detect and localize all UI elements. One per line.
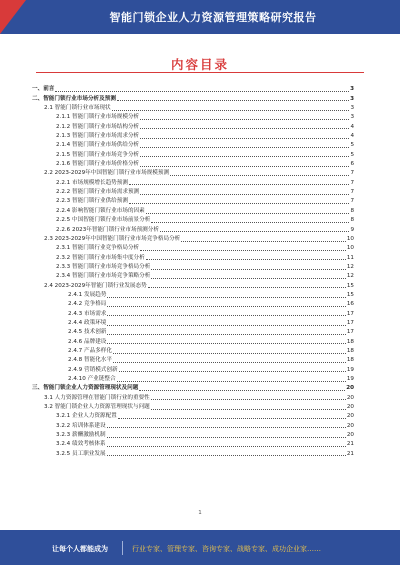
- toc-entry-label: 2.3.4 智能门锁行业市场竞争策略分析: [56, 273, 151, 280]
- toc-entry-page: 17: [346, 310, 354, 317]
- toc-entry[interactable]: [32, 168, 354, 177]
- toc-entry-page: 8: [350, 217, 354, 224]
- toc-leader-dots: [170, 174, 349, 176]
- toc-entry[interactable]: [32, 336, 354, 345]
- toc-entry-page: 10: [346, 235, 354, 242]
- toc-leader-dots: [151, 277, 346, 279]
- toc-leader-dots: [117, 380, 346, 382]
- toc-entry-label: 2.4.6 品牌建设: [68, 338, 107, 345]
- toc-leader-dots: [140, 118, 349, 120]
- toc-entry-page: 3: [350, 86, 354, 93]
- toc-entry[interactable]: [32, 392, 354, 401]
- toc-entry-label: 一、前言: [32, 86, 55, 93]
- footer-tagline: 行业专家、管理专家、咨询专家、战略专家、成功企业家……: [132, 545, 321, 553]
- toc-entry-page: 4: [350, 123, 354, 130]
- toc-entry-label: 2.3.2 智能门锁行业市场集中度分析: [56, 254, 145, 261]
- toc-entry[interactable]: [32, 196, 354, 205]
- toc-entry-label: 2.2.4 影响智能门锁行业市场的因素: [56, 207, 145, 214]
- toc-leader-dots: [117, 99, 349, 101]
- toc-leader-dots: [107, 436, 346, 438]
- toc-heading: 内容目录: [170, 57, 229, 72]
- toc-leader-dots: [55, 90, 349, 92]
- toc-leader-dots: [140, 146, 349, 148]
- table-of-contents: [32, 84, 354, 458]
- toc-entry[interactable]: [32, 234, 354, 243]
- toc-entry-page: 4: [350, 133, 354, 140]
- toc-leader-dots: [113, 352, 346, 354]
- toc-entry-label: 2.4.9 营销模式创新: [68, 366, 118, 373]
- toc-entry-page: 3: [350, 105, 354, 112]
- report-header-bar: [0, 0, 400, 34]
- toc-entry-page: 11: [346, 254, 354, 261]
- toc-leader-dots: [140, 137, 349, 139]
- toc-entry-label: 2.1.3 智能门锁行业市场需求分析: [56, 133, 140, 140]
- toc-entry-page: 3: [350, 95, 354, 102]
- toc-entry[interactable]: [32, 327, 354, 336]
- toc-entry[interactable]: [32, 205, 354, 214]
- toc-entry-label: 二、智能门锁行业市场分析及预测: [32, 95, 116, 102]
- toc-entry-label: 2.2.3 智能门锁行业供给预测: [56, 198, 128, 205]
- toc-leader-dots: [107, 426, 346, 428]
- toc-entry-label: 2.4.1 发展趋势: [68, 291, 107, 298]
- toc-entry[interactable]: [32, 280, 354, 289]
- toc-leader-dots: [148, 286, 346, 288]
- page-number: 1: [198, 510, 202, 516]
- toc-leader-dots: [151, 221, 349, 223]
- toc-leader-dots: [129, 202, 349, 204]
- toc-entry-page: 7: [350, 170, 354, 177]
- toc-entry[interactable]: [32, 411, 354, 420]
- toc-entry[interactable]: [32, 290, 354, 299]
- toc-entry-page: 8: [350, 207, 354, 214]
- toc-entry-page: 7: [350, 189, 354, 196]
- toc-entry-page: 18: [346, 357, 354, 364]
- toc-entry[interactable]: [32, 402, 354, 411]
- toc-entry[interactable]: [32, 346, 354, 355]
- toc-entry[interactable]: [32, 131, 354, 140]
- toc-leader-dots: [107, 454, 346, 456]
- toc-entry[interactable]: [32, 215, 354, 224]
- toc-entry-label: 2.2.5 中国智能门锁行业市场前景分析: [56, 217, 151, 224]
- toc-entry-label: 2.4 2023-2029年智能门锁行业发展态势: [44, 282, 147, 289]
- toc-entry-page: 19: [346, 376, 354, 382]
- toc-leader-dots: [107, 333, 345, 335]
- report-footer-bar: [0, 530, 400, 565]
- toc-entry[interactable]: [32, 121, 354, 130]
- toc-leader-dots: [107, 342, 345, 344]
- toc-entry-page: 20: [346, 413, 354, 420]
- toc-entry-label: 3.2.2 培训体系建设: [56, 422, 106, 429]
- toc-entry-label: 3.2.1 企业人力资源配置: [56, 413, 117, 420]
- toc-entry[interactable]: [32, 159, 354, 168]
- toc-leader-dots: [139, 389, 345, 391]
- header-red-corner: [0, 0, 26, 34]
- toc-entry[interactable]: [32, 374, 354, 383]
- toc-entry-page: 16: [346, 301, 354, 308]
- toc-entry-label: 3.2.4 绩效考核体系: [56, 441, 106, 448]
- toc-entry[interactable]: [32, 262, 354, 271]
- toc-entry-label: 3.2.5 员工职业发展: [56, 450, 106, 457]
- toc-entry-label: 2.4.5 技术创新: [68, 329, 107, 336]
- toc-leader-dots: [160, 230, 349, 232]
- toc-entry[interactable]: [32, 252, 354, 261]
- toc-entry[interactable]: [32, 93, 354, 102]
- toc-entry-label: 2.4.2 竞争格局: [68, 301, 107, 308]
- toc-entry-label: 2.1.5 智能门锁行业市场竞争分析: [56, 151, 140, 158]
- toc-entry-page: 20: [346, 432, 354, 439]
- toc-entry-page: 19: [346, 366, 354, 373]
- toc-leader-dots: [107, 314, 345, 316]
- toc-entry-label: 2.3.1 智能门锁行业竞争格局分析: [56, 245, 140, 252]
- toc-leader-dots: [118, 417, 346, 419]
- toc-leader-dots: [151, 408, 346, 410]
- toc-leader-dots: [107, 445, 346, 447]
- toc-entry-label: 2.3 2023-2029年中国智能门锁行业市场竞争格局分析: [44, 235, 181, 242]
- toc-entry[interactable]: [32, 177, 354, 186]
- toc-entry-page: 20: [346, 404, 354, 411]
- toc-entry-label: 2.1.4 智能门锁行业市场供给分析: [56, 142, 140, 149]
- toc-entry[interactable]: [32, 140, 354, 149]
- toc-entry-label: 3.2.3 薪酬激励机制: [56, 432, 106, 439]
- toc-entry-page: 10: [346, 245, 354, 252]
- toc-leader-dots: [151, 268, 346, 270]
- toc-entry[interactable]: [32, 103, 354, 112]
- toc-entry-page: 21: [346, 441, 354, 448]
- toc-entry-label: 3.2 智能门锁企业人力资源管理现状与问题: [44, 404, 150, 411]
- toc-entry-page: 21: [346, 450, 354, 457]
- toc-entry[interactable]: [32, 420, 354, 429]
- toc-leader-dots: [107, 296, 345, 298]
- toc-leader-dots: [107, 324, 345, 326]
- toc-entry-label: 2.1.2 智能门锁行业市场结构分析: [56, 123, 140, 130]
- toc-entry-page: 12: [346, 263, 354, 270]
- toc-entry[interactable]: [32, 308, 354, 317]
- toc-leader-dots: [140, 165, 349, 167]
- toc-entry[interactable]: [32, 112, 354, 121]
- toc-entry-label: 2.2 2023-2029年中国智能门锁行业市场规模预测: [44, 170, 170, 177]
- toc-entry-page: 3: [350, 114, 354, 121]
- toc-entry-page: 9: [350, 226, 354, 233]
- toc-entry[interactable]: [32, 355, 354, 364]
- toc-entry-label: 2.4.8 智能化水平: [68, 357, 112, 364]
- toc-entry-page: 15: [346, 291, 354, 298]
- toc-leader-dots: [151, 398, 346, 400]
- toc-entry-label: 2.2.2 智能门锁行业市场需求预测: [56, 189, 140, 196]
- toc-entry-page: 15: [346, 282, 354, 289]
- toc-leader-dots: [119, 370, 346, 372]
- toc-entry-label: 2.1 智能门锁行业市场现状: [44, 105, 111, 112]
- toc-entry-page: 5: [350, 142, 354, 149]
- toc-entry-page: 18: [346, 347, 354, 354]
- toc-entry-page: 18: [346, 338, 354, 345]
- toc-entry-page: 17: [346, 329, 354, 336]
- toc-entry[interactable]: [32, 364, 354, 373]
- toc-leader-dots: [181, 240, 346, 242]
- toc-leader-dots: [112, 109, 350, 111]
- toc-entry-label: 2.3.3 智能门锁行业市场竞争格局分析: [56, 263, 151, 270]
- toc-leader-dots: [146, 212, 350, 214]
- toc-entry-label: 2.2.1 市场规模增长趋势预测: [56, 179, 128, 186]
- toc-entry-label: 2.2.6 2023年智能门锁行业市场预测分析: [56, 226, 159, 233]
- toc-entry-page: 20: [346, 385, 354, 392]
- toc-entry-page: 7: [350, 198, 354, 205]
- toc-entry-page: 20: [346, 394, 354, 401]
- toc-entry[interactable]: [32, 149, 354, 158]
- toc-entry-label: 2.4.3 市场需求: [68, 310, 107, 317]
- toc-entry-label: 三、智能门锁企业人力资源管理现状及问题: [32, 385, 139, 392]
- toc-entry[interactable]: [32, 430, 354, 439]
- toc-leader-dots: [129, 183, 349, 185]
- toc-leader-dots: [107, 305, 345, 307]
- toc-entry[interactable]: [32, 243, 354, 252]
- toc-entry-page: 17: [346, 319, 354, 326]
- toc-entry[interactable]: [32, 383, 354, 392]
- toc-entry-label: 2.4.4 政策环境: [68, 319, 107, 326]
- toc-entry-page: 6: [350, 161, 354, 168]
- toc-entry-label: 3.1 人力资源管理在智能门锁行业的重要性: [44, 394, 150, 401]
- toc-heading-rule: [36, 72, 364, 73]
- toc-entry-page: 12: [346, 273, 354, 280]
- toc-entry-page: 20: [346, 422, 354, 429]
- toc-entry-label: 2.4.10 产业链整合: [68, 376, 116, 382]
- toc-entry-page: 7: [350, 179, 354, 186]
- toc-leader-dots: [146, 258, 346, 260]
- toc-leader-dots: [140, 127, 349, 129]
- toc-leader-dots: [113, 361, 346, 363]
- toc-entry[interactable]: [32, 84, 354, 93]
- toc-entry-label: 2.4.7 产品多样化: [68, 347, 112, 354]
- footer-divider: [122, 541, 123, 555]
- toc-leader-dots: [140, 249, 346, 251]
- toc-leader-dots: [140, 155, 349, 157]
- toc-entry[interactable]: [32, 318, 354, 327]
- toc-entry-page: 5: [350, 151, 354, 158]
- toc-entry[interactable]: [32, 448, 354, 457]
- toc-entry[interactable]: [32, 439, 354, 448]
- report-title: 智能门锁企业人力资源管理策略研究报告: [109, 11, 317, 24]
- toc-entry[interactable]: [32, 271, 354, 280]
- toc-leader-dots: [140, 193, 349, 195]
- toc-entry[interactable]: [32, 224, 354, 233]
- toc-entry-label: 2.1.6 智能门锁行业市场价格分析: [56, 161, 140, 168]
- toc-entry-label: 2.1.1 智能门锁行业市场规模分析: [56, 114, 140, 121]
- toc-entry[interactable]: [32, 187, 354, 196]
- toc-entry[interactable]: [32, 299, 354, 308]
- footer-slogan: 让每个人都能成为: [52, 545, 108, 553]
